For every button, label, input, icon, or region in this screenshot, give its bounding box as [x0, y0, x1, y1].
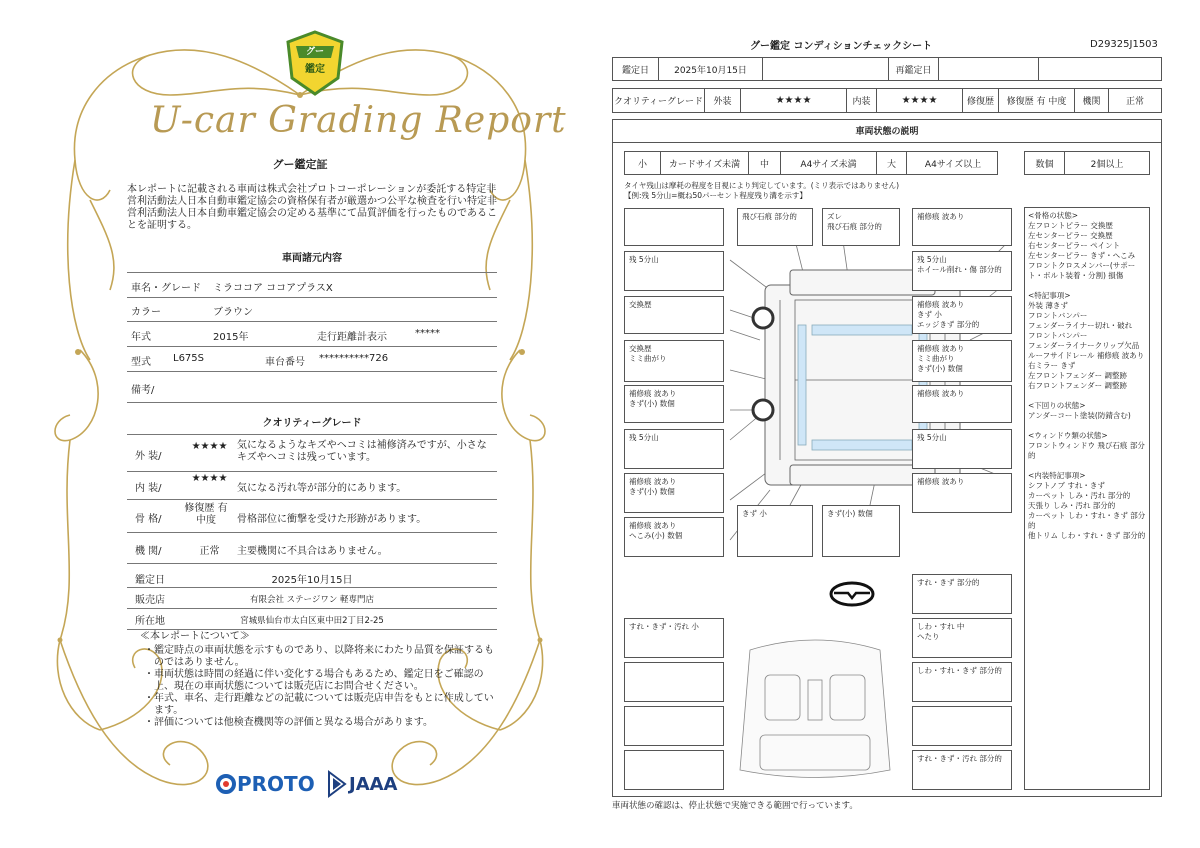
quality-row-frame: 骨 格/ 修復歴 有 中度 骨格部位に衝撃を受けた形跡があります。	[127, 500, 497, 533]
note-box-left-3: 交換歴	[624, 296, 724, 334]
spec-row-model: 型式 L675S 車台番号 **********726	[127, 347, 497, 372]
info-row-date: 鑑定日 2025年10月15日	[127, 567, 497, 588]
note-box-left-2: 残 5分山	[624, 251, 724, 291]
note-box-left-6: 残 5分山	[624, 429, 724, 469]
interior-diagram	[730, 630, 900, 790]
note-box-left-7: 補修痕 波あり きず(小) 数個	[624, 473, 724, 513]
interior-box-right-2: しわ・すれ 中 へたり	[912, 618, 1012, 658]
note-box-right-5: 補修痕 波あり	[912, 385, 1012, 423]
quality-row-exterior: 外 装/ ★★★★ 気になるようなキズやヘコミは補修済みですが、小さなキズやヘコミは残っています。	[127, 434, 497, 472]
quality-section-title: クオリティーグレード	[262, 418, 362, 429]
sheet-title: グー鑑定 コンディションチェックシート	[750, 41, 933, 52]
sheet-footer: 車両状態の確認は、停止状態で実施できる範囲で行っています。	[612, 801, 858, 811]
note-box-right-3: 補修痕 波あり きず 小 エッジきず 部分的	[912, 296, 1012, 334]
note-box-left-8: 補修痕 波あり へこみ(小) 数個	[624, 517, 724, 557]
note-box-right-7: 補修痕 波あり	[912, 473, 1012, 513]
interior-box-left-2	[624, 662, 724, 702]
grade-row: クオリティーグレード 外装 ★★★★ 内装 ★★★★ 修復歴 修復歴 有 中度 機関 正常	[612, 88, 1162, 113]
info-row-shop: 販売店 有限会社 ステージワン 軽専門店	[127, 588, 497, 609]
cert-statement: 本レポートに記載される車両は株式会社プロトコーポレーションが委託する特定非営利活動法人日本自動車鑑定協会の資格保有者が厳選かつ公平な検査を行い特定非営利活動法人日本自動車鑑定協会の定める基準にて品質評価を行ったものであることを証明する。	[127, 184, 497, 231]
interior-box-left-4	[624, 750, 724, 790]
note-box-right-6: 残 5分山	[912, 429, 1012, 469]
size-legend: 小 カードサイズ未満 中 A4サイズ未満 大 A4サイズ以上	[624, 151, 998, 175]
spec-row-color: カラー ブラウン	[127, 297, 497, 322]
interior-box-right-5: すれ・きず・汚れ 部分的	[912, 750, 1012, 790]
note-box-bottom-2: きず(小) 数個	[822, 505, 900, 557]
state-title: 車両状態の説明	[612, 119, 1162, 143]
tire-note-2: 【例:残 5分山=概ね50パーセント程度残り溝を示す】	[624, 191, 807, 200]
report-notes: ≪本レポートについて≫ ・鑑定時点の車両状態を示すものであり、以降将来にわたり品質を保証するものではありません。 ・車両状態は時間の経過に伴い変化する場合もあるため、鑑定日をご確認の上、現在の車両状態については販売店にお問合せください。 ・年式、車名、走行距離などの記載については販売店申告をもとに作成しています。 ・評価については他検査機関等の評価と異なる場合があります。	[140, 631, 494, 728]
interior-box-left-3	[624, 706, 724, 746]
note-box-left-4: 交換歴 ミミ曲がり	[624, 340, 724, 382]
date-row: 鑑定日 2025年10月15日 再鑑定日	[612, 57, 1162, 81]
badge-bottom-text: 鑑定	[305, 64, 325, 75]
spec-row-remarks: 備考/	[127, 372, 497, 403]
interior-box-right-4	[912, 706, 1012, 746]
steering-wheel-icon	[828, 581, 876, 607]
spec-row-year: 年式 2015年 走行距離計表示 *****	[127, 322, 497, 347]
note-box-right-4: 補修痕 波あり ミミ曲がり きず(小) 数個	[912, 340, 1012, 382]
condition-check-sheet	[600, 0, 1200, 848]
interior-box-right-1: すれ・きず 部分的	[912, 574, 1012, 614]
jaaa-logo-icon	[327, 770, 347, 798]
report-title: U-car Grading Report	[150, 100, 567, 141]
footer-logos	[215, 770, 415, 800]
cert-title: グー鑑定証	[272, 158, 328, 171]
note-box-right-2: 残 5分山 ホイール削れ・傷 部分的	[912, 251, 1012, 291]
doc-id: D29325J1503	[1090, 39, 1158, 50]
spec-row-name: 車名・グレード ミラココア ココアプラスX	[127, 272, 497, 298]
interior-box-right-3: しわ・すれ・きず 部分的	[912, 662, 1012, 702]
spec-section-title: 車両諸元内容	[282, 253, 342, 264]
quality-row-interior: 内 装/ ★★★★ 気になる汚れ等が部分的にあります。	[127, 471, 497, 500]
proto-logo-text: PROTO	[237, 772, 315, 796]
note-box-right-1: 補修痕 波あり	[912, 208, 1012, 246]
note-box-left-1	[624, 208, 724, 246]
note-box-top-1: 飛び石痕 部分的	[737, 208, 813, 246]
condition-details-list: <骨格の状態> 左フロントピラー 交換歴 左センターピラー 交換歴 右センターピラー ペイント 左センターピラー きず・へこみ フロントクロスメンバー(サポート・ボルト装着・分割) 損傷 <特記事項> 外装 薄きず フロントバンパー フェンダーライナー切れ・破れ フロントバンパー フェンダーライナークリップ欠品 ルーフサイドレール 補修痕 波あり 右ミラー きず 左フロントフェンダー 調整跡 右フロントフェンダー 調整跡 <下回りの状態> アンダーコート塗装(防錆含む) <ウィンドウ類の状態> フロントウィンドウ 飛び石痕 部分的 <内装特記事項> シフトノブ すれ・きず カーペット しみ・汚れ 部分的 天張り しみ・汚れ 部分的 カーペット しわ・すれ・きず 部分的 他トリム しわ・すれ・きず 部分的	[1024, 207, 1150, 790]
note-box-top-2: ズレ 飛び石痕 部分的	[822, 208, 900, 246]
note-box-left-5: 補修痕 波あり きず(小) 数個	[624, 385, 724, 423]
info-row-address: 所在地 宮城県仙台市太白区東中田2丁目2-25	[127, 609, 497, 630]
note-box-bottom-1: きず 小	[737, 505, 813, 557]
interior-box-left-1: すれ・きず・汚れ 小	[624, 618, 724, 658]
count-legend: 数個 2個以上	[1024, 151, 1150, 175]
proto-logo-icon	[215, 772, 237, 796]
quality-row-engine: 機 関/ 正常 主要機関に不具合はありません。	[127, 533, 497, 564]
tire-note-1: タイヤ残山は摩耗の程度を目視により判定しています。(ミリ表示ではありません)	[624, 181, 900, 190]
jaaa-logo-text: JAAA	[349, 774, 398, 795]
badge-top-text: グー	[305, 47, 324, 57]
